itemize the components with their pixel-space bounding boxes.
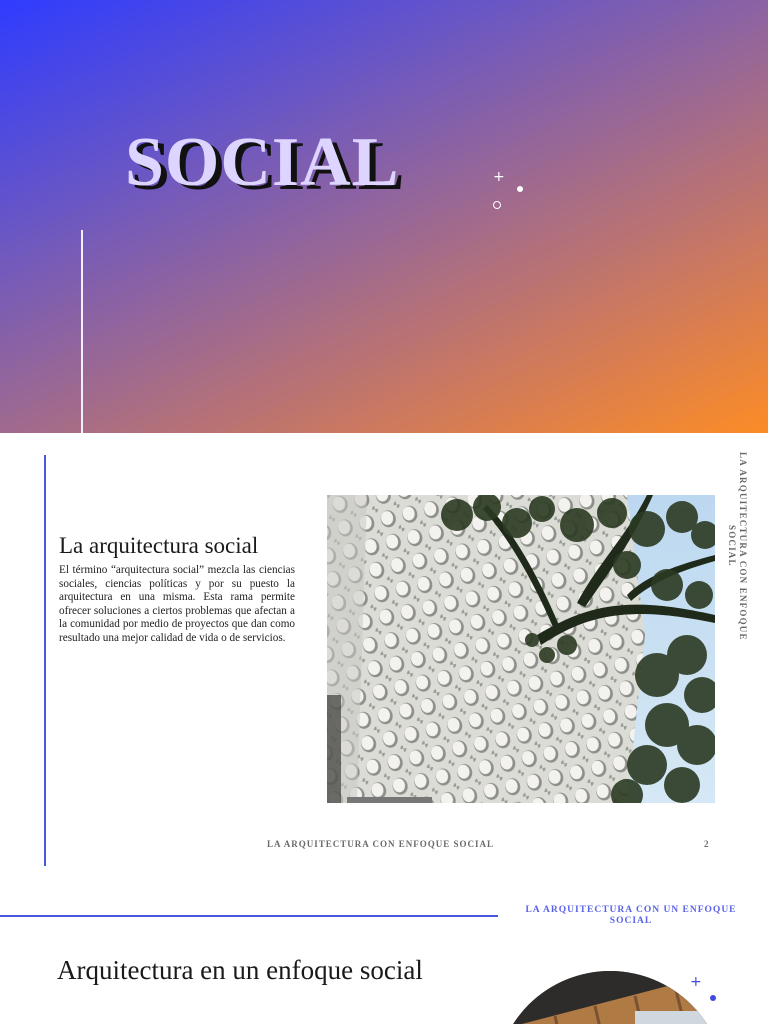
accent-line (0, 915, 498, 917)
plus-icon: + (690, 974, 702, 990)
circle-outline-icon (493, 201, 501, 209)
next-slide (0, 871, 768, 1024)
content-slide (0, 433, 768, 871)
cover-slide (0, 0, 768, 433)
section-heading: Arquitectura en un enfoque social (57, 955, 423, 985)
section-body: El término “arquitectura social” mezcla las ciencias sociales, ciencias políticas y por su puesto la arquitectura en una misma. Esta rama permite ofrecer soluciones a ciertos problemas que afectan a la comunidad por medio de proyectos que dan como resultado una mejor calidad de vida o de servicios. (59, 564, 295, 644)
vertical-divider (81, 230, 83, 433)
section-label: LA ARQUITECTURA CON UN ENFOQUE SOCIAL (525, 905, 737, 926)
vertical-section-label: LA ARQUITECTURA CON ENFOQUE SOCIAL (727, 451, 748, 641)
accent-line (44, 455, 46, 866)
section-heading: La arquitectura social (59, 533, 259, 558)
building-facade-photo (327, 495, 715, 803)
slide-footer: LA ARQUITECTURA CON ENFOQUE SOCIAL (267, 839, 495, 849)
plus-icon: + (493, 169, 505, 185)
dot-icon (710, 995, 716, 1001)
cover-title: SOCIAL (125, 124, 400, 201)
dot-icon (517, 186, 523, 192)
page-number: 2 (704, 839, 709, 849)
